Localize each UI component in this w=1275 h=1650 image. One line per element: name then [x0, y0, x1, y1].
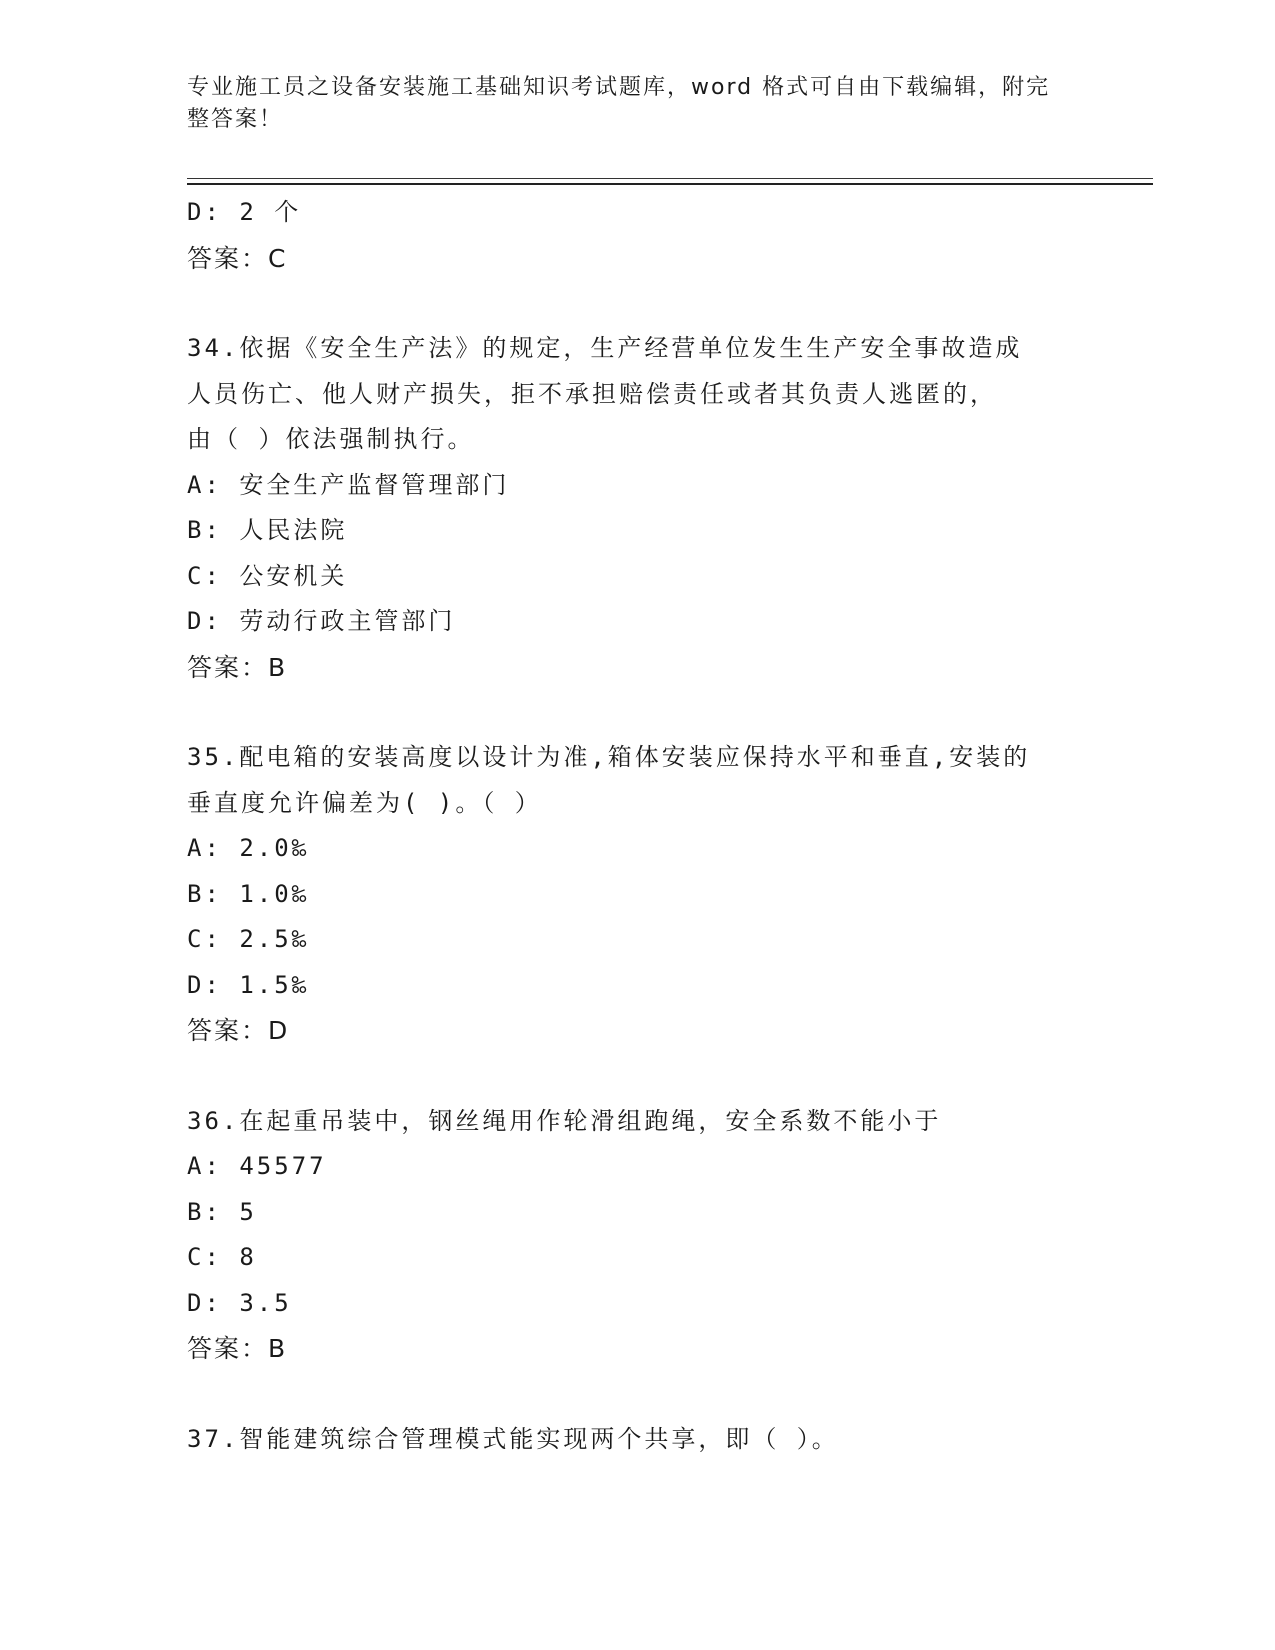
spacer — [187, 281, 1087, 326]
question-36-stem-line-1: 36.在起重吊装中，钢丝绳用作轮滑组跑绳，安全系数不能小于 — [187, 1106, 942, 1135]
question-34 — [187, 326, 1087, 690]
question-34-option-a: A: 安全生产监督管理部门 — [187, 470, 510, 499]
question-34-answer: 答案：B — [187, 652, 288, 682]
question-34-stem-line-1: 34.依据《安全生产法》的规定，生产经营单位发生生产安全事故造成 — [187, 334, 1023, 362]
question-35-answer: 答案：D — [187, 1016, 290, 1045]
header-divider-thick — [187, 183, 1153, 185]
question-37-stem-line-1: 37.智能建筑综合管理模式能实现两个共享，即（ ）。 — [187, 1424, 839, 1453]
header-line-1: 专业施工员之设备安装施工基础知识考试题库，word 格式可自由下载编辑，附完 — [187, 75, 1051, 100]
question-37 — [187, 1417, 1087, 1463]
question-36-option-d: D: 3.5 — [187, 1288, 292, 1317]
question-35 — [187, 735, 1087, 1054]
question-36-answer: 答案：B — [187, 1334, 288, 1363]
question-36-option-c: C: 8 — [187, 1243, 257, 1271]
prev-option-d: D: 2 个 — [187, 198, 302, 226]
question-content — [187, 190, 1087, 1462]
header-divider-thin — [187, 178, 1153, 179]
question-34-option-b: B: 人民法院 — [187, 516, 348, 544]
question-36-option-a: A: 45577 — [187, 1152, 327, 1180]
spacer — [187, 1054, 1087, 1099]
question-35-stem-line-1: 35.配电箱的安装高度以设计为准,箱体安装应保持水平和垂直,安装的 — [187, 743, 1031, 771]
question-34-option-d: D: 劳动行政主管部门 — [187, 607, 456, 635]
document-header — [187, 72, 1087, 136]
question-34-stem-line-3: 由（ ）依法强制执行。 — [187, 425, 475, 453]
question-36 — [187, 1099, 1087, 1372]
question-34-stem-line-2: 人员伤亡、他人财产损失，拒不承担赔偿责任或者其负责人逃匿的， — [187, 379, 997, 408]
question-35-option-c: C: 2.5‰ — [187, 925, 310, 953]
question-35-option-d: D: 1.5‰ — [187, 970, 310, 999]
question-35-option-a: A: 2.0‰ — [187, 834, 310, 862]
question-35-stem-line-2: 垂直度允许偏差为( )。（ ） — [187, 788, 542, 817]
question-35-option-b: B: 1.0‰ — [187, 879, 310, 908]
spacer — [187, 690, 1087, 735]
question-36-option-b: B: 5 — [187, 1197, 257, 1226]
prev-answer: 答案：C — [187, 243, 288, 273]
spacer — [187, 1372, 1087, 1417]
header-line-2: 整答案！ — [187, 107, 284, 132]
question-34-option-c: C: 公安机关 — [187, 561, 348, 590]
